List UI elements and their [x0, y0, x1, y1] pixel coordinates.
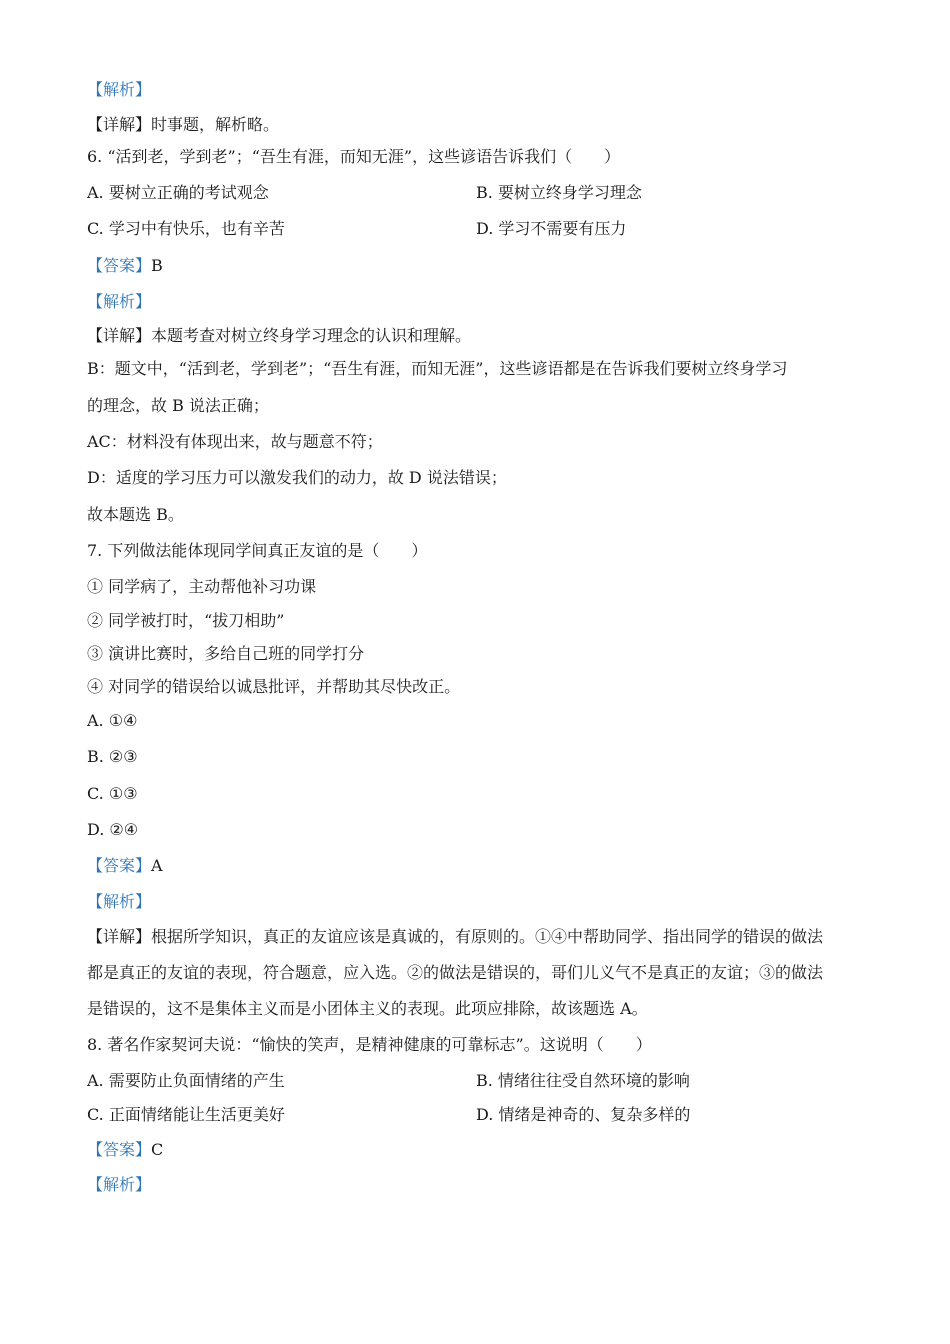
q6-ac-explanation: AC：材料没有体现出来，故与题意不符； — [87, 432, 383, 451]
q7-statement-3: ③ 演讲比赛时，多给自己班的同学打分 — [87, 644, 365, 663]
q6-conclusion: 故本题选 B。 — [87, 505, 184, 524]
q7-answer-value: A — [151, 856, 163, 875]
q7-stem: 7. 下列做法能体现同学间真正友谊的是（ ） — [87, 541, 428, 560]
q8-analysis-heading: 【解析】 — [87, 1175, 152, 1194]
q8-answer: 【答案】C — [87, 1140, 164, 1159]
q6-answer-value: B — [151, 256, 163, 275]
q8-stem: 8. 著名作家契诃夫说：“愉快的笑声，是精神健康的可靠标志”。这说明（ ） — [87, 1035, 652, 1054]
q7-option-b: B. ②③ — [87, 747, 138, 766]
q6-answer: 【答案】B — [87, 256, 163, 275]
q6-b-explanation-2: 的理念，故 B 说法正确； — [87, 396, 269, 415]
q8-answer-value: C — [151, 1140, 164, 1159]
q7-analysis-heading: 【解析】 — [87, 892, 152, 911]
q7-detail-1: 【详解】根据所学知识，真正的友谊应该是真诚的，有原则的。①④中帮助同学、指出同学的错误的做法 — [87, 927, 824, 946]
q6-option-a: A. 要树立正确的考试观念 — [87, 183, 269, 202]
q6-analysis-heading: 【解析】 — [87, 292, 152, 311]
q6-detail: 【详解】本题考查对树立终身学习理念的认识和理解。 — [87, 326, 472, 345]
q7-statement-4: ④ 对同学的错误给以诚恳批评，并帮助其尽快改正。 — [87, 677, 461, 696]
q8-option-a: A. 需要防止负面情绪的产生 — [87, 1071, 285, 1090]
q8-option-d: D. 情绪是神奇的、复杂多样的 — [476, 1105, 691, 1124]
q6-option-d: D. 学习不需要有压力 — [476, 219, 627, 238]
q6-d-explanation: D：适度的学习压力可以激发我们的动力，故 D 说法错误； — [87, 468, 507, 487]
analysis-heading: 【解析】 — [87, 80, 152, 99]
q7-answer: 【答案】A — [87, 856, 163, 875]
q8-option-b: B. 情绪往往受自然环境的影响 — [476, 1071, 690, 1090]
q7-statement-1: ① 同学病了，主动帮他补习功课 — [87, 577, 317, 596]
q6-option-c: C. 学习中有快乐，也有辛苦 — [87, 219, 285, 238]
q7-detail-3: 是错误的，这不是集体主义而是小团体主义的表现。此项应排除，故该题选 A。 — [87, 999, 648, 1018]
q7-option-d: D. ②④ — [87, 820, 139, 839]
q6-stem: 6. “活到老，学到老”；“吾生有涯，而知无涯”，这些谚语告诉我们（ ） — [87, 147, 621, 166]
q7-detail-2: 都是真正的友谊的表现，符合题意，应入选。②的做法是错误的，哥们儿义气不是真正的友谊；③的做法 — [87, 963, 824, 982]
q6-option-b: B. 要树立终身学习理念 — [476, 183, 642, 202]
q7-statement-2: ② 同学被打时，“拔刀相助” — [87, 611, 285, 630]
q6-b-explanation-1: B：题文中，“活到老，学到老”；“吾生有涯，而知无涯”，这些谚语都是在告诉我们要树立终身学习 — [87, 359, 788, 378]
q8-option-c: C. 正面情绪能让生活更美好 — [87, 1105, 285, 1124]
q7-option-a: A. ①④ — [87, 711, 138, 730]
q7-option-c: C. ①③ — [87, 784, 138, 803]
detail-text: 【详解】时事题，解析略。 — [87, 115, 280, 134]
